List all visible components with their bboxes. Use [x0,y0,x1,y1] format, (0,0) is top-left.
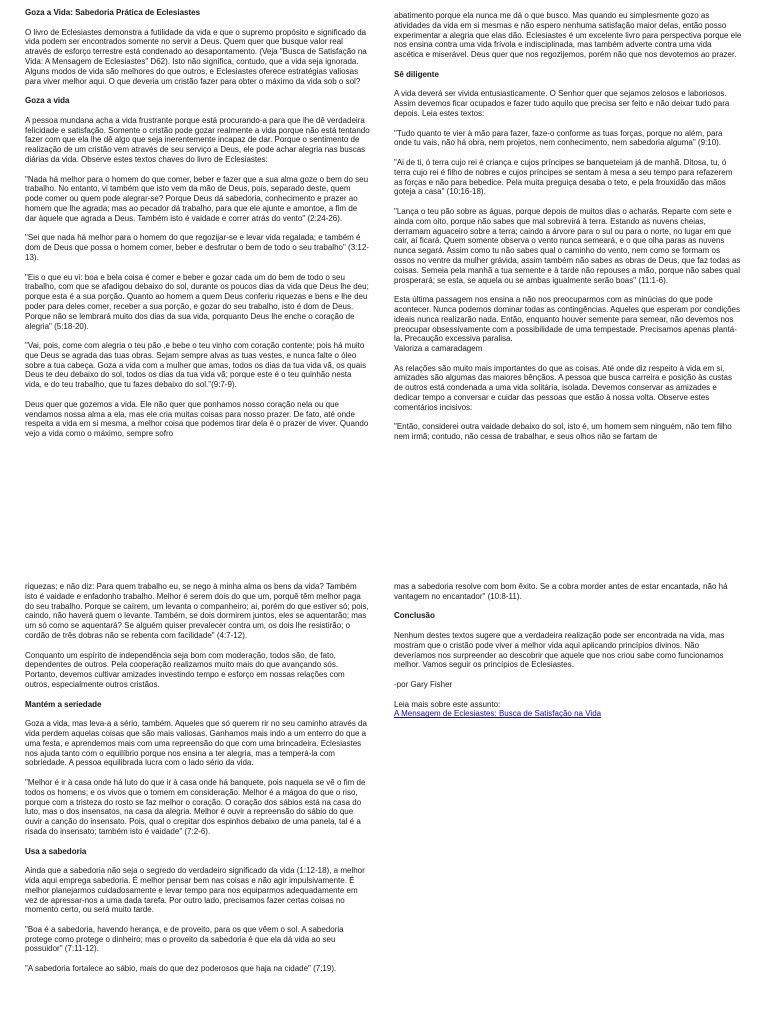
section-heading-conclusao: Conclusão [394,611,435,621]
paragraph: Nenhum destes textos sugere que a verdadeira realização pode ser encontrada na vida, mas mostram que o cristão pode viver a melhor vida aqui aplicando princípios divinos. Não deveríamos nos surpreender ao descobrir que aquele que nos criou sabe como funcionamos melhor. Vamos seguir os princípios de Eclesiastes. [394,630,725,670]
quote: "A sabedoria fortalece ao sábio, mais do que dez poderosos que haja na cidade" (7:19). [25,964,337,974]
quote: "Nada há melhor para o homem do que comer, beber e fazer que a sua alma goze o bem do seu trabalho. No entanto, vi também que isto vem da mão de Deus, pois, separado deste, quem pode comer ou quem pode alegrar-se? Porque Deus dá sabedoria, conhecimento e prazer ao homem que lhe agrada; mas ao pecador dá trabalho, para que ele ajunte e amontoe, a fim de dar àquele que agrada a Deus. Também isto é vaidade e correr atrás do vento" (2:24-26). [25,174,369,223]
paragraph: abatimento porque ela nunca me dá o que busco. Mas quando eu simplesmente gozo as atividades da vida em si mesmas e não espero nenhuma satisfação maior delas, então posso experimentar a alegria que elas dão. Eclesiastes é um excelente livro para perspectiva porque ele nos ensina contra uma vida frívola e indisciplinada, mas também adverte contra uma vida ascética e miserável. Deus quer que nos regozijemos, porém não que nos devotemos ao prazer. [394,11,742,60]
paragraph: Goza a vida, mas leva-a a sério, também. Aqueles que só querem rir no seu caminho através da vida perdem aquelas coisas que são mais valiosas. Ganhamos mais indo a um enterro do que a uma festa, e aprendemos mais com uma repreensão do que com uma brincadeira. Eclesiastes nos ajuda tanto com o equilíbrio porque nos ensina a ter alegria, mas a temperá-la com sobriedade. A pessoa equilibrada lucra com o lado sério da vida. [25,719,367,768]
left-column-top [25,8,370,449]
section-heading-camaradagem: Valoriza a camaradagem [394,344,483,354]
quote: "Lança o teu pão sobre as águas, porque depois de muitos dias o acharás. Reparte com sete e ainda com oito, porque não sabes que mal sobrevirá à terra. Estando as nuvens cheias, derramam aguaceiro sobre a terra; caindo a árvore para o sul ou para o norte, no lugar em que cair, aí ficará. Quem somente observa o vento nunca semeará, e o que olha paras as nuvens nunca segará. Assim como tu não sabes qual o caminho do vento, nem como se formam os ossos no ventre da mulher grávida, assim também não sabes as obras de Deus, que faz todas as coisas. Semeia pela manhã a tua semente e à tarde não repouses a mão, porque não sabes qual prosperará; se esta, se aquela ou se ambas igualmente serão boas" (11:1-6). [394,206,741,285]
section-heading-sabedoria: Usa a sabedoria [25,846,87,856]
paragraph: Deus quer que gozemos a vida. Ele não quer que ponhamos nosso coração nela ou que vendamos nossa alma a ela, mas ele cria muitas coisas para nosso prazer. De fato, até onde respeita a vida em si mesma, a melhor coisa que podemos tirar dela é o prazer de viver. Quando vejo a vida como o máximo, sempre sofro [25,399,369,439]
quote: mas a sabedoria resolve com bom êxito. Se a cobra morder antes de estar encantada, não há vantagem no encantador" (10:8-11). [394,582,728,601]
quote: riquezas; e não diz: Para quem trabalho eu, se nego à minha alma os bens da vida? Também isto é vaidade e enfadonho trabalho. Melhor é serem dois do que um, porquê têm melhor paga do seu trabalho. Porque se caírem, um levanta o companheiro; ai, porém do que estiver só; pois, caindo, não haverá quem o levante. Também, se dois dormirem juntos, eles se aquentarão; mas um só como se aquentará? Se alguém quiser prevalecer contra um, os dois lhe resistirão; o cordão de três dobras não se rebenta com facilidade" (4:7-12). [25,582,369,640]
section-heading-goza: Goza a vida [25,96,70,106]
left-column-bottom [25,582,370,984]
paragraph: As relações são muito mais importantes do que as coisas. Até onde diz respeito à vida em si, amizades são algumas das maiores bênçãos. A pessoa que busca carreira e posição às custas de outros está condenada a uma vida solitária, isolada. Devemos conservar as amizades e dedicar tempo a conversar e cuidar das pessoas que estão à nossa volta. Observe estes comentários incisivos: [394,363,732,412]
article-title: Goza a Vida: Sabedoria Prática de Eclesiastes [25,8,201,17]
paragraph: Conquanto um espírito de independência seja bom com moderação, todos são, de fato, dependentes de outros. Pela cooperação realizamos muito mais do que avançando sós. Portanto, devemos cultivar amizades investindo tempo e esforço em nossas relações com outros, especialmente outros cristãos. [25,650,345,689]
related-article-link[interactable]: A Mensagem de Eclesiastes: Busca de Satisfação na Vida [394,709,602,719]
paragraph: Ainda que a sabedoria não seja o segredo do verdadeiro significado da vida (1:12-18), a melhor vida aqui emprega sabedoria. É melhor pensar bem nas coisas e não agir impulsivamente. É melhor planejarmos cuidadosamente e levar tempo para nos equiparmos adequadamente em vez de apressar-nos a uma dada tarefa. Por outro lado, precisamos fazer certas coisas no momento certo, ou será muito tarde. [25,866,365,915]
section-heading-diligente: Sê diligente [394,69,439,79]
quote: "Vai, pois, come com alegria o teu pão ,e bebe o teu vinho com coração contente; pois há muito que Deus se agrada das tuas obras. Sejam sempre alvas as tuas vestes, e nunca falte o óleo sobre a tua cabeça. Goza a vida com a mulher que amas, todos os dias da tua vida vã, os quais Deus te deu debaixo do sol, todos os dias da tua vida vã; porque este é o teu quinhão nesta vida, e do teu trabalho, que tu fazes debaixo do sol."(9:7-9). [25,341,367,390]
quote: "Eis o que eu vi: boa e bela coisa é comer e beber e gozar cada um do bem de todo o seu trabalho, com que se afadigou debaixo do sol, durante os poucos dias da vida que Deus lhe deu; porque esta é a sua porção. Quanto ao homem a quem Deus conferiu riquezas e bens e lhe deu poder para deles comer, receber a sua porção, e gozar do seu trabalho, isto é dom de Deus. Porque não se lembrará muito dos dias da sua vida, porquanto Deus lhe enche o coração de alegria" (5:18-20). [25,272,369,331]
paragraph: A vida deverá ser vivida entusiasticamente. O Senhor quer que sejamos zelosos e laboriosos. Assim devemos ficar ocupados e fazer tudo aquilo que precisa ser feito e não deixar tudo para depois. Leia estes textos: [394,89,730,118]
quote: "Sei que nada há melhor para o homem do que regozijar-se e levar vida regalada; e também é dom de Deus que possa o homem comer, beber e desfrutar o bem de todo o seu trabalho" (3:12-13). [25,233,369,262]
quote: "Melhor é ir à casa onde há luto do que ir à casa onde há banquete, pois naquela se vê o fim de todos os homens; e os vivos que o tomem em consideração. Melhor é a mágoa do que o riso, porque com a tristeza do rosto se faz melhor o coração. O coração dos sábios está na casa do luto, mas o dos insensatos, na casa da alegria. Melhor é ouvir a repreensão do sábio do que ouvir a canção do insensato. Pois, qual o crepitar dos espinhos debaixo de uma panela, tal é a risada do insensato; também isto é vaidade" (7:2-6). [25,777,366,836]
quote: "Então, considerei outra vaidade debaixo do sol, isto é, um homem sem ninguém, não tem filho nem irmã; contudo, não cessa de trabalhar, e seus olhos não se fartam de [394,422,732,442]
quote: "Tudo quanto te vier à mão para fazer, faze-o conforme as tuas forças, porque no além, para onde tu vais, não há obra, nem projetos, nem conhecimento, nem sabedoria alguma" (9:10). [394,128,723,148]
intro-paragraph: O livro de Eclesiastes demonstra a futilidade da vida e que o supremo propósito e significado da vida podem ser encontrados somente no servir a Deus. Quem quer que busque valor real através de esforço terrestre está condenado ao desapontamento. (Veja "Busca de Satisfação na Vida: A Mensagem de Eclesiastes" D62). Isto não significa, contudo, que a vida seja ignorada. Alguns modos de vida são melhores do que outros, e Eclesiastes oferece estratégias valiosas para viver melhor aqui. O que deveria um cristão fazer para obter o máximo da vida sob o sol? [25,27,367,86]
quote: "Boa é a sabedoria, havendo herança, e de proveito, para os que vêem o sol. A sabedoria protege como protege o dinheiro; mas o proveito da sabedoria é que ela dá vida ao seu possuidor" (7:11-12). [25,924,344,954]
section-heading-seriedade: Mantém a seriedade [25,699,102,709]
page-break [0,545,768,580]
paragraph: A pessoa mundana acha a vida frustrante porque está procurando-a para que lhe dê verdadeira felicidade e satisfação. Somente o cristão pode gozar realmente a vida porque não está tentando fazer com que ela lhe dê algo que seja inerentemente incapaz de dar. Porque o sentimento de realização de um cristão vem através de seu serviço a Deus, ele pode achar alegria nas buscas diárias da vida. Observe estes textos chaves do livro de Eclesiastes: [25,115,370,164]
quote: "Ai de ti, ó terra cujo rei é criança e cujos príncipes se banqueteiam já de manhã. Ditosa, tu, ó terra cujo rei é filho de nobres e cujos príncipes se sentam à mesa a seu tempo para refazerem as forças e não para bebedice. Pela muita preguiça desaba o teto, e pela frouxidão das mãos goteja a casa" (10:16-18). [394,157,733,197]
author-byline: -por Gary Fisher [394,679,453,689]
right-column-top [394,11,742,452]
paragraph: Esta última passagem nos ensina a não nos preocuparmos com as minúcias do que pode acontecer. Nunca podemos dominar todas as contingências. Aqueles que esperam por condições ideais nunca realizarão nada. Então, enquanto houver semente para semear, não devemos nos preocupar obsessivamente com a possibilidade de uma tempestade. Precisamos apenas plantá-la. Precaução excessiva paralisa. [394,295,740,344]
page-bottom [0,580,768,1024]
read-more-label: Leia mais sobre este assunto: [394,699,501,709]
right-column-bottom [394,582,742,719]
